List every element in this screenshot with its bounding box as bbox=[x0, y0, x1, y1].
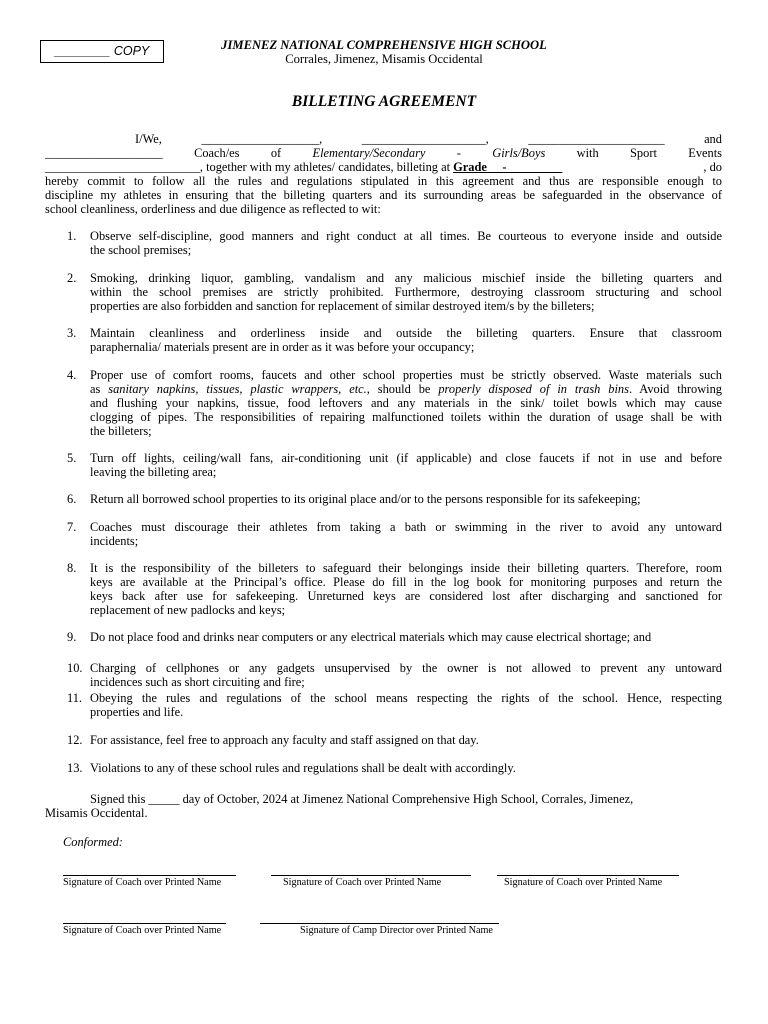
grade-field: Grade __-_________ bbox=[453, 160, 563, 174]
school-name: JIMENEZ NATIONAL COMPREHENSIVE HIGH SCHOOL bbox=[221, 38, 547, 52]
rule-line: Return all borrowed school properties to its original place and/or to the persons responsible for its safekeeping; bbox=[90, 492, 641, 506]
rule-number: 1. bbox=[67, 229, 77, 243]
intro-word: Events bbox=[688, 146, 722, 160]
rule-text bbox=[90, 271, 722, 313]
rule-line: It is the responsibility of the billeters to safeguard their belongings inside their billeting quarters. Therefore, room bbox=[90, 561, 722, 575]
rule-number: 11. bbox=[67, 691, 83, 705]
intro-line-6: school cleanliness, orderliness and due diligence as reflected to wit: bbox=[45, 202, 381, 216]
intro-text: , do bbox=[703, 160, 722, 174]
rule-text bbox=[90, 733, 722, 747]
rule-line: Maintain cleanliness and orderliness inside and outside the billeting quarters. Ensure that classroom bbox=[90, 326, 722, 340]
intro-word: Sport bbox=[630, 146, 657, 160]
intro-paragraph bbox=[45, 132, 722, 216]
rule-emphasis: properly disposed of in trash bins bbox=[438, 382, 629, 396]
intro-line-5: discipline my athletes in ensuring that the billeting quarters and its surrounding areas be safeguarded in the observance of bbox=[45, 188, 722, 202]
rule-line: Violations to any of these school rules and regulations shall be dealt with accordingly. bbox=[90, 761, 516, 775]
signed-line: Signed this _____ day of October, 2024 at Jimenez National Comprehensive High School, Corrales, Jimenez, bbox=[90, 792, 634, 806]
intro-line-2 bbox=[45, 146, 722, 160]
rule-line: leaving the billeting area; bbox=[90, 465, 217, 479]
rule-text bbox=[90, 520, 722, 548]
rule-line: properties are also forbidden and sanction for replacement of similar destroyed item/s by the billeters; bbox=[90, 299, 595, 313]
rule-line: Obeying the rules and regulations of the school means respecting the rights of the school. Hence, respecting bbox=[90, 691, 722, 705]
rule-line: For assistance, feel free to approach any faculty and staff assigned on that day. bbox=[90, 733, 479, 747]
intro-line-4: hereby commit to follow all the rules and regulations stipulated in this agreement and thus are responsible enough to bbox=[45, 174, 722, 188]
rule-line: Proper use of comfort rooms, faucets and other school properties must be strictly observed. Waste materials such bbox=[90, 368, 722, 382]
rule-line: Coaches must discourage their athletes from taking a bath or swimming in the river to avoid any untoward bbox=[90, 520, 722, 534]
rule-line: Charging of cellphones or any gadgets unsupervised by the owner is not allowed to prevent any untoward bbox=[90, 661, 722, 675]
rule-line: within the school premises are strictly prohibited. Furthermore, destroying classroom structuring and school bbox=[90, 285, 722, 299]
rule-text bbox=[90, 561, 722, 617]
rule-line: and flushing your napkins, tissue, food leftovers and any materials in the sink/ toilet bowls which may cause bbox=[90, 396, 722, 410]
school-address: Corrales, Jimenez, Misamis Occidental bbox=[285, 52, 483, 66]
intro-blank: ___________________, bbox=[201, 132, 323, 146]
intro-level: Elementary/Secondary bbox=[312, 146, 426, 160]
rule-text bbox=[90, 630, 722, 644]
rule-number: 9. bbox=[67, 630, 77, 644]
conformed-label: Conformed: bbox=[63, 835, 123, 849]
rule-text bbox=[90, 451, 722, 479]
rule-line: Turn off lights, ceiling/wall fans, air-conditioning unit (if applicable) and close faucets if not in use and before bbox=[90, 451, 722, 465]
signature-caption: Signature of Coach over Printed Name bbox=[283, 877, 442, 888]
rule-line: keys back after use for safekeeping. Unreturned keys are considered lost after discharging and sanctioned for bbox=[90, 589, 722, 603]
rule-line: the billeters; bbox=[90, 424, 152, 438]
rule-line: replacement of new padlocks and keys; bbox=[90, 603, 286, 617]
rule-line: keys are available at the Principal’s office. Please do fill in the log book for monitoring purposes and return the bbox=[90, 575, 722, 589]
rule-number: 13. bbox=[67, 761, 83, 775]
rule-line: properties and life. bbox=[90, 705, 184, 719]
rule-number: 6. bbox=[67, 492, 77, 506]
rule-text bbox=[90, 368, 722, 438]
intro-word: Coach/es bbox=[194, 146, 240, 160]
rule-number: 7. bbox=[67, 520, 77, 534]
signature-caption: Signature of Coach over Printed Name bbox=[63, 877, 222, 888]
rule-number: 5. bbox=[67, 451, 77, 465]
signature-caption: Signature of Camp Director over Printed Name bbox=[300, 925, 493, 936]
rule-line: clogging of pipes. The responsibilities of repairing malfunctioned toilets within the duration of usage shall be with bbox=[90, 410, 722, 424]
rule-number: 12. bbox=[67, 733, 83, 747]
rule-text bbox=[90, 691, 722, 719]
intro-text: , together with my athletes/ candidates, billeting at bbox=[199, 160, 454, 174]
rule-line: incidences such as short circuiting and fire; bbox=[90, 675, 305, 689]
rule-line-italic-mix: as sanitary napkins, tissues, plastic wrappers, etc., should be properly disposed of in trash bins. Avoid throwing bbox=[90, 382, 723, 396]
signed-line: Misamis Occidental. bbox=[45, 806, 148, 820]
rule-emphasis: sanitary napkins, tissues, plastic wrappers, etc. bbox=[108, 382, 367, 396]
rule-number: 10. bbox=[67, 661, 83, 675]
rule-line: the school premises; bbox=[90, 243, 192, 257]
intro-blank: _________________________ bbox=[45, 160, 200, 174]
rule-number: 8. bbox=[67, 561, 77, 575]
rule-line: Smoking, drinking liquor, gambling, vandalism and any malicious mischief inside the billeting quarters and bbox=[90, 271, 722, 285]
rule-number: 3. bbox=[67, 326, 77, 340]
intro-word: with bbox=[576, 146, 599, 160]
rule-line: incidents; bbox=[90, 534, 139, 548]
intro-blank: ______________________ bbox=[528, 132, 665, 146]
signed-statement bbox=[45, 792, 723, 820]
intro-word: - bbox=[456, 146, 461, 160]
intro-blank: ___________________ bbox=[45, 146, 163, 160]
rule-text bbox=[90, 661, 722, 689]
intro-line-3 bbox=[45, 160, 722, 174]
intro-word: I/We, bbox=[135, 132, 162, 146]
intro-word: and bbox=[704, 132, 722, 146]
rule-number: 2. bbox=[67, 271, 77, 285]
rule-text bbox=[90, 492, 722, 506]
rule-number: 4. bbox=[67, 368, 77, 382]
document-title: BILLETING AGREEMENT bbox=[291, 93, 477, 110]
rule-line: Observe self-discipline, good manners and right conduct at all times. Be courteous to everyone inside and outside bbox=[90, 229, 722, 243]
rule-text bbox=[90, 326, 722, 354]
rule-line: Do not place food and drinks near computers or any electrical materials which may cause electrical shortage; and bbox=[90, 630, 652, 644]
intro-blank: ____________________, bbox=[361, 132, 489, 146]
rule-text bbox=[90, 761, 722, 775]
intro-word: of bbox=[270, 146, 282, 160]
intro-gender: Girls/Boys bbox=[492, 146, 546, 160]
rule-text bbox=[90, 229, 722, 257]
copy-label-box: ________ COPY bbox=[40, 40, 164, 63]
intro-line-1 bbox=[45, 132, 722, 146]
rule-line: paraphernalia/ materials present are in order as it was before your occupancy; bbox=[90, 340, 475, 354]
signature-caption: Signature of Coach over Printed Name bbox=[63, 925, 222, 936]
signature-caption: Signature of Coach over Printed Name bbox=[504, 877, 663, 888]
